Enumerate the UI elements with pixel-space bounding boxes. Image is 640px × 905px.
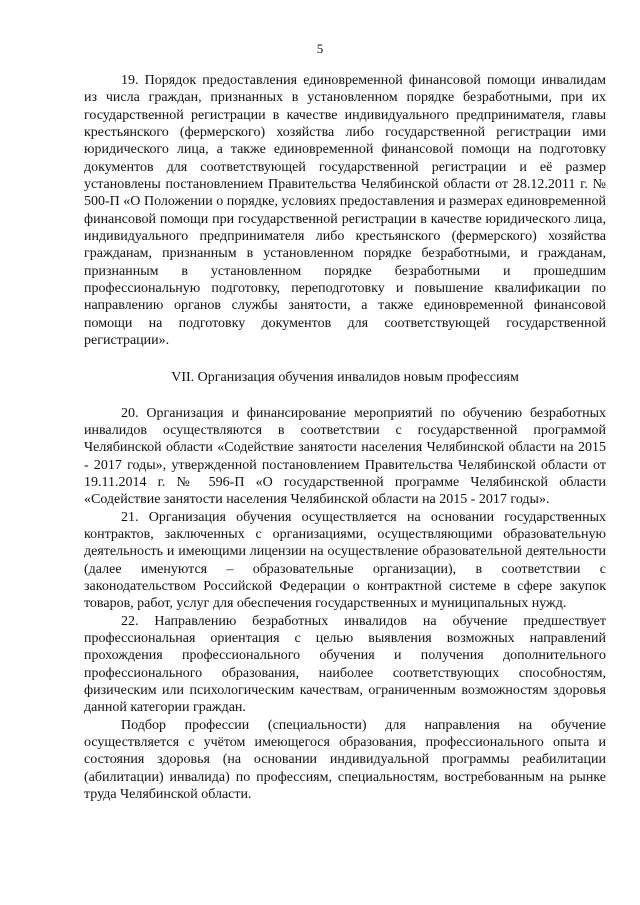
paragraph-19: 19. Порядок предоставления единовременной финансовой помощи инвалидам из числа граждан, признанных в установленном порядке безработными, при их государственной регистрации в качестве индивидуального предпринимателя, главы крестьянского (фермерского) хозяйства либо государственной регистрации ими юридического лица, а также единовременной финансовой помощи на подготовку документов для соответствующей государственной регистрации и её размер установлены постановлением Правительства Челябинской области от 28.12.2011 г. № 500-П «О Положении о порядке, условиях предоставления и размерах единовременной финансовой помощи при государственной регистрации в качестве юридического лица, индивидуального предпринимателя либо крестьянского (фермерского) хозяйства гражданам, признанным в установленном порядке безработными, и гражданам, признанным в установленном порядке безработными и прошедшим профессиональную подготовку, переподготовку и повышение квалификации по направлению органов службы занятости, а также единовременной финансовой помощи на подготовку документов для соответствующей государственной регистрации». (84, 73, 606, 349)
page-number: 5 (316, 41, 324, 56)
section-heading: VII. Организация обучения инвалидов новым профессиям (171, 369, 519, 385)
paragraph-selection: Подбор профессии (специальности) для направления на обучение осуществляется с учётом имеющегося образования, профессионального опыта и состояния здоровья (на основании индивидуальной программы реабилитации (абилитации) инвалида) по профессиям, специальностям, востребованным на рынке труда Челябинской области. (84, 717, 606, 803)
paragraph-20: 20. Организация и финансирование мероприятий по обучению безработных инвалидов осуществляются в соответствии с государственной программой Челябинской области «Содействие занятости населения Челябинской области на 2015 - 2017 годы», утвержденной постановлением Правительства Челябинской области от 19.11.2014 г. № 596-П «О государственной программе Челябинской области «Содействие занятости населения Челябинской области на 2015 - 2017 годы». (84, 405, 606, 508)
paragraph-22: 22. Направлению безработных инвалидов на обучение предшествует профессиональная ориентация с целью выявления возможных направлений прохождения профессионального обучения и получения дополнительного профессионального образования, наиболее соответствующих способностям, физическим или психологическим качествам, ограниченным возможностям здоровья данной категории граждан. (84, 613, 606, 716)
paragraph-21: 21. Организация обучения осуществляется на основании государственных контрактов, заключенных с организациями, осуществляющими образовательную деятельность и имеющими лицензии на осуществление образовательной деятельности (далее именуются – образовательные организации), в соответствии с законодательством Российской Федерации о контрактной системе в сфере закупок товаров, работ, услуг для обеспечения государственных и муниципальных нужд. (84, 509, 606, 612)
document-body (84, 72, 606, 803)
